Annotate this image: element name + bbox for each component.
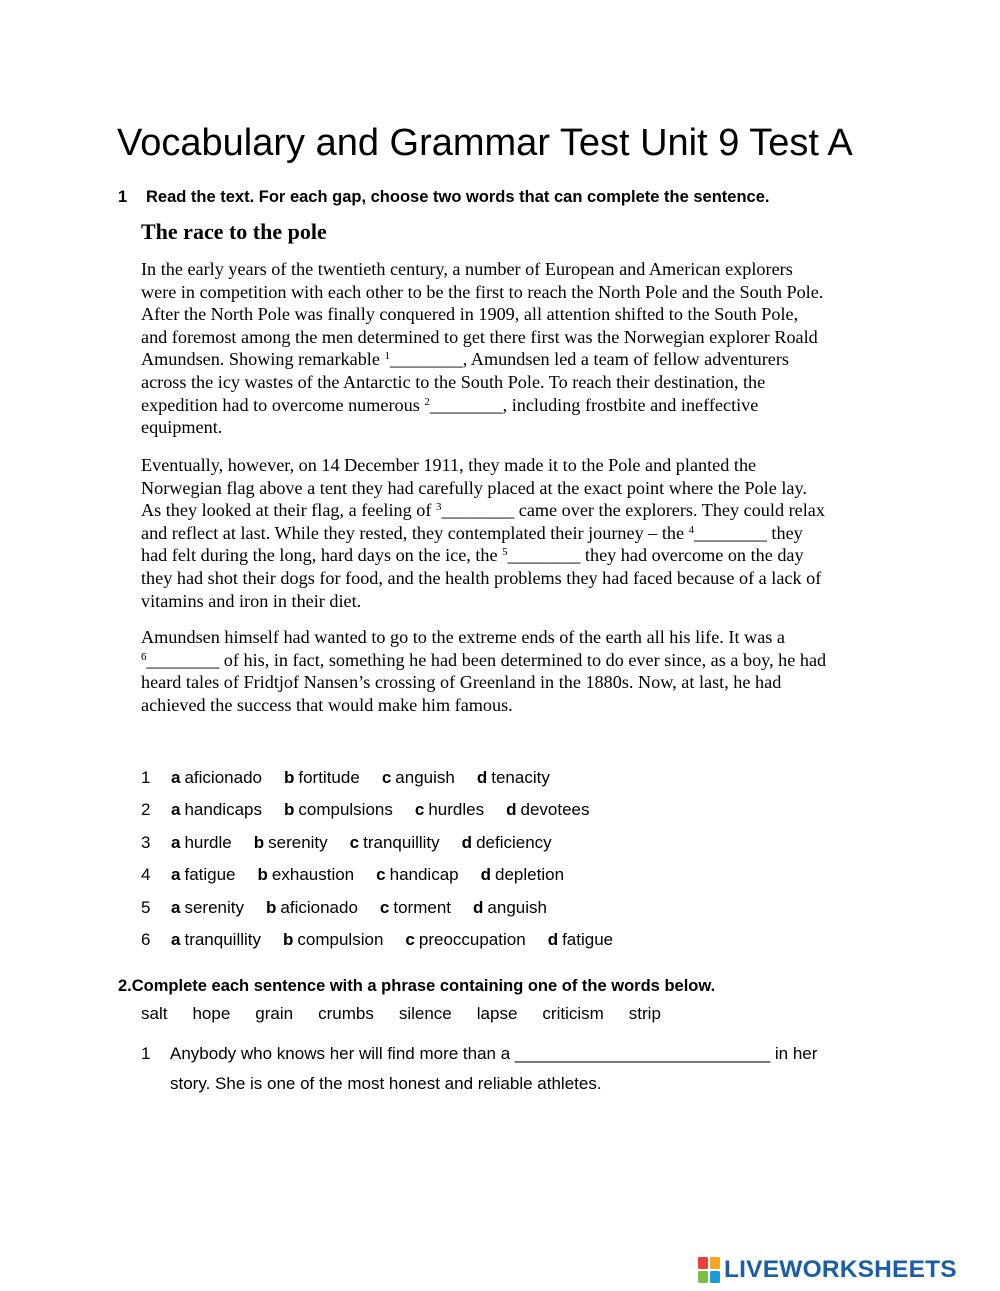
option-letter: b xyxy=(257,865,268,884)
gap-blank-and-text: ________ came over the explorers. They could relax xyxy=(441,500,825,521)
paragraph-line: equipment. xyxy=(141,417,223,438)
word-bank-item: hope xyxy=(192,1004,231,1023)
paragraph-line xyxy=(141,394,886,417)
option-d[interactable] xyxy=(473,898,547,917)
option-word: fortitude xyxy=(298,768,360,787)
gap-number: 6 xyxy=(141,650,147,663)
word-bank-item: grain xyxy=(255,1004,294,1023)
option-letter: c xyxy=(349,833,360,852)
option-a[interactable] xyxy=(171,930,261,949)
gap-blank-and-text: ________, including frostbite and ineffective xyxy=(429,394,759,415)
paragraph-line: Norwegian flag above a tent they had carefully placed at the exact point where the Pole lay. xyxy=(141,477,807,498)
exercise-1-instruction-text: Read the text. For each gap, choose two words that can complete the sentence. xyxy=(146,188,770,206)
option-letter: d xyxy=(506,800,517,819)
option-word: compulsion xyxy=(297,930,384,949)
option-word: anguish xyxy=(487,898,547,917)
story-paragraph-3 xyxy=(141,626,886,716)
option-letter: a xyxy=(171,930,181,949)
line-text-before-gap: Amundsen. Showing remarkable xyxy=(141,349,385,370)
option-d[interactable] xyxy=(506,800,589,819)
story-title: The race to the pole xyxy=(141,219,327,244)
option-a[interactable] xyxy=(171,833,232,852)
paragraph-line: they had shot their dogs for food, and the health problems they had faced because of a lack of xyxy=(141,567,822,588)
option-word: aficionado xyxy=(184,768,262,787)
paragraph-line: heard tales of Fridtjof Nansen’s crossing of Greenland in the 1880s. Now, at last, he had xyxy=(141,672,782,693)
option-b[interactable] xyxy=(283,930,383,949)
option-letter: d xyxy=(476,768,488,787)
option-word: serenity xyxy=(268,833,328,852)
gap-number: 5 xyxy=(502,546,508,559)
option-d[interactable] xyxy=(481,865,564,884)
question-number: 2 xyxy=(141,800,151,819)
option-letter: d xyxy=(473,898,484,917)
liveworksheets-logo-text: LIVEWORKSHEETS xyxy=(724,1256,957,1283)
exercise-1-number: 1 xyxy=(118,188,128,206)
question-number: 3 xyxy=(141,833,151,852)
option-word: compulsions xyxy=(298,800,393,819)
paragraph-line: vitamins and iron in their diet. xyxy=(141,590,362,611)
option-letter: a xyxy=(171,768,181,787)
question-line-1: Anybody who knows her will find more than a ___________________________ in her xyxy=(170,1044,818,1063)
question-row-2 xyxy=(141,800,612,824)
option-c[interactable] xyxy=(380,898,451,917)
option-b[interactable] xyxy=(266,898,358,917)
line-text-before-gap: had felt during the long, hard days on the ice, the xyxy=(141,545,503,566)
option-word: preoccupation xyxy=(418,930,526,949)
line-text-before-gap: and reflect at last. While they rested, they contemplated their journey – the xyxy=(141,522,689,543)
question-row-6 xyxy=(141,930,635,954)
option-a[interactable] xyxy=(171,898,244,917)
word-bank-item: criticism xyxy=(542,1004,604,1023)
gap-blank-and-text: ________, Amundsen led a team of fellow adventurers xyxy=(389,349,789,370)
option-a[interactable] xyxy=(171,865,236,884)
option-c[interactable] xyxy=(350,833,440,852)
option-letter: a xyxy=(171,800,181,819)
liveworksheets-logo xyxy=(698,1256,957,1284)
option-letter: c xyxy=(414,800,425,819)
paragraph-line: In the early years of the twentieth century, a number of European and American explorers xyxy=(141,259,793,279)
story-paragraph-2 xyxy=(141,454,886,612)
gap-blank-and-text: ________ of his, in fact, something he had been determined to do ever since, as a boy, he had xyxy=(146,649,827,670)
option-word: depletion xyxy=(495,865,565,884)
option-letter: b xyxy=(283,800,295,819)
paragraph-line xyxy=(141,499,886,522)
question-number: 6 xyxy=(141,930,151,949)
option-b[interactable] xyxy=(284,800,393,819)
paragraph-line: achieved the success that would make him famous. xyxy=(141,694,513,715)
paragraph-line: Amundsen himself had wanted to go to the extreme ends of the earth all his life. It was a xyxy=(141,627,785,647)
option-letter: d xyxy=(547,930,559,949)
option-word: tranquillity xyxy=(184,930,262,949)
gap-blank-and-text: ________ they had overcome on the day xyxy=(507,545,804,566)
option-word: fatigue xyxy=(184,865,236,884)
question-number: 1 xyxy=(141,1044,151,1063)
option-word: handicaps xyxy=(184,800,262,819)
option-word: fatigue xyxy=(562,930,614,949)
line-text-before-gap: As they looked at their flag, a feeling of xyxy=(141,500,436,521)
paragraph-line: and foremost among the men determined to get there first was the Norwegian explorer Roald xyxy=(141,326,818,347)
question-row-3 xyxy=(141,833,574,857)
option-word: exhaustion xyxy=(271,865,355,884)
option-word: anguish xyxy=(395,768,455,787)
page-title: Vocabulary and Grammar Test Unit 9 Test A xyxy=(117,122,853,164)
option-letter: a xyxy=(171,865,181,884)
option-letter: a xyxy=(171,898,181,917)
option-word: aficionado xyxy=(280,898,358,917)
option-word: devotees xyxy=(520,800,590,819)
word-bank-item: strip xyxy=(628,1004,661,1023)
gap-number: 1 xyxy=(384,350,390,363)
exercise-2-question-1 xyxy=(141,1039,817,1099)
liveworksheets-logo-icon xyxy=(698,1257,720,1283)
option-c[interactable] xyxy=(382,768,455,787)
option-letter: c xyxy=(379,898,390,917)
gap-number: 4 xyxy=(688,523,695,536)
option-letter: b xyxy=(266,898,277,917)
option-word: serenity xyxy=(184,898,244,917)
option-word: tranquillity xyxy=(363,833,440,852)
option-d[interactable] xyxy=(462,833,552,852)
option-word: tenacity xyxy=(491,768,550,787)
story-paragraph-1 xyxy=(141,258,886,439)
paragraph-line: Eventually, however, on 14 December 1911, they made it to the Pole and planted the xyxy=(141,455,757,475)
question-row-4 xyxy=(141,865,586,889)
option-d[interactable] xyxy=(477,768,550,787)
paragraph-line xyxy=(141,544,886,567)
option-letter: c xyxy=(376,865,386,884)
paragraph-line: After the North Pole was finally conquered in 1909, all attention shifted to the South Pole, xyxy=(141,304,799,325)
option-word: hurdle xyxy=(184,833,232,852)
option-word: deficiency xyxy=(476,833,552,852)
word-bank xyxy=(141,1004,686,1024)
exercise-2-instruction: 2.Complete each sentence with a phrase containing one of the words below. xyxy=(118,977,716,995)
word-bank-item: salt xyxy=(141,1004,168,1023)
paragraph-line: across the icy wastes of the Antarctic to the South Pole. To reach their destination, the xyxy=(141,371,766,392)
paragraph-line xyxy=(141,522,886,545)
gap-number: 2 xyxy=(424,395,430,408)
paragraph-line xyxy=(141,348,886,371)
word-bank-item: crumbs xyxy=(318,1004,374,1023)
option-b[interactable] xyxy=(254,833,328,852)
gap-number: 3 xyxy=(435,501,442,514)
line-text-before-gap: expedition had to overcome numerous xyxy=(141,394,425,415)
option-d[interactable] xyxy=(548,930,613,949)
question-number: 1 xyxy=(141,768,151,787)
option-c[interactable] xyxy=(415,800,484,819)
paragraph-line xyxy=(141,649,886,672)
option-b[interactable] xyxy=(258,865,355,884)
option-letter: b xyxy=(283,930,294,949)
option-letter: b xyxy=(253,833,265,852)
option-word: torment xyxy=(393,898,452,917)
option-letter: c xyxy=(405,930,415,949)
option-word: handicap xyxy=(389,865,459,884)
option-b[interactable] xyxy=(284,768,360,787)
option-letter: b xyxy=(283,768,295,787)
option-c[interactable] xyxy=(405,930,525,949)
question-row-5 xyxy=(141,898,569,922)
option-letter: d xyxy=(461,833,473,852)
option-letter: c xyxy=(381,768,392,787)
option-a[interactable] xyxy=(171,768,262,787)
option-a[interactable] xyxy=(171,800,262,819)
option-letter: d xyxy=(480,865,492,884)
option-word: hurdles xyxy=(428,800,485,819)
question-number: 4 xyxy=(141,865,151,884)
question-number: 5 xyxy=(141,898,151,917)
question-line-2: story. She is one of the most honest and reliable athletes. xyxy=(170,1074,602,1093)
option-letter: a xyxy=(171,833,181,852)
option-c[interactable] xyxy=(376,865,458,884)
exercise-1-instruction xyxy=(118,188,769,207)
question-row-1 xyxy=(141,768,572,792)
word-bank-item: lapse xyxy=(476,1004,518,1023)
gap-blank-and-text: ________ they xyxy=(694,522,803,543)
word-bank-item: silence xyxy=(398,1004,452,1023)
paragraph-line: were in competition with each other to be the first to reach the North Pole and the South Pole. xyxy=(141,281,824,302)
